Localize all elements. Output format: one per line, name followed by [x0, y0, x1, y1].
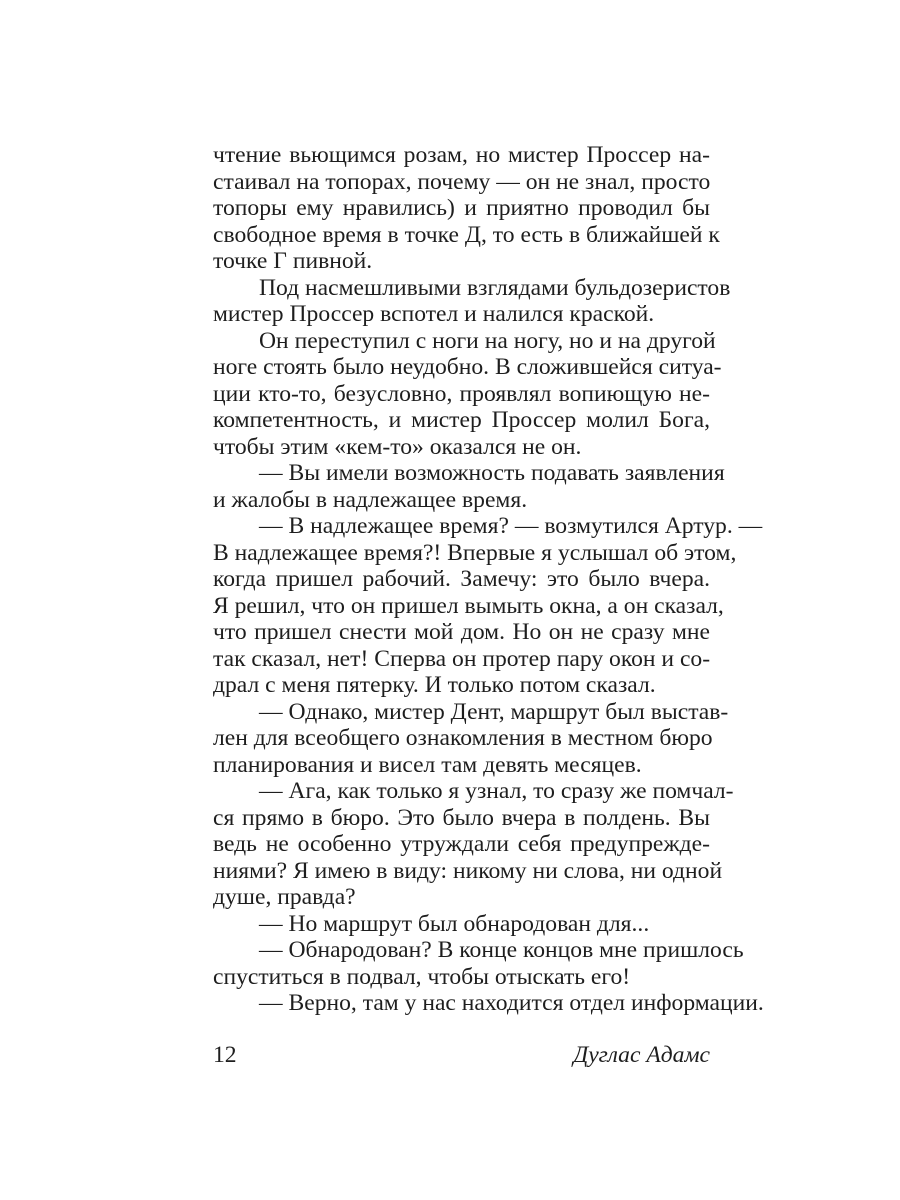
text-line: мистер Проссер вспотел и налился краской. [213, 301, 655, 327]
text-line: — Но маршрут был обнародован для... [259, 910, 650, 937]
text-line: свободное время в точке Д, то есть в ближайшей к [213, 221, 720, 248]
text-line: компетентность, и мистер Проссер молил Бога, [213, 407, 710, 433]
text-line: точке Г пивной. [213, 248, 373, 274]
text-line: Он переступил с ноги на ногу, но и на другой [259, 327, 716, 354]
text-line: — Обнародован? В конце концов мне пришлось [259, 937, 744, 963]
text-line: и жалобы в надлежащее время. [213, 486, 528, 513]
text-line: планирования и висел там девять месяцев. [213, 751, 642, 778]
text-line: ведь не особенно утруждали себя предупрежде- [213, 831, 710, 857]
text-line: чтение вьющимся розам, но мистер Проссер на- [213, 142, 710, 168]
text-line: В надлежащее время?! Впервые я услышал об этом, [213, 539, 737, 566]
text-line: Под насмешливыми взглядами бульдозеристов [259, 274, 731, 301]
text-line: — Вы имели возможность подавать заявления [259, 460, 725, 486]
text-line: топоры ему нравились) и приятно проводил бы [213, 195, 710, 221]
text-line: так сказал, нет! Сперва он протер пару окон и со- [213, 645, 711, 672]
text-line: душе, правда? [213, 884, 356, 910]
text-line: Я решил, что он пришел вымыть окна, а он сказал, [213, 592, 724, 619]
text-line: — В надлежащее время? — возмутился Артур. — [259, 513, 763, 539]
text-line: когда пришел рабочий. Замечу: это было вчера. [213, 566, 710, 592]
page-footer [213, 1040, 710, 1070]
text-line: ся прямо в бюро. Это было вчера в полдень. Вы [213, 804, 710, 831]
text-line: драл с меня пятерку. И только потом сказал. [213, 672, 656, 698]
text-line: ниями? Я имею в виду: никому ни слова, ни одной [213, 857, 723, 884]
text-line: спуститься в подвал, чтобы отыскать его! [213, 963, 631, 990]
page-number: 12 [213, 1042, 237, 1068]
text-line: чтобы этим «кем-то» оказался не он. [213, 433, 582, 460]
text-line: — Однако, мистер Дент, маршрут был выстав- [259, 698, 729, 725]
running-author: Дуглас Адамс [573, 1042, 710, 1068]
text-line: что пришел снести мой дом. Но он не сразу мне [213, 619, 710, 645]
body-text [213, 142, 764, 1017]
text-line: ции кто-то, безусловно, проявлял вопиющую не- [213, 380, 710, 407]
text-line: — Верно, там у нас находится отдел информации. [259, 990, 764, 1016]
text-line: ноге стоять было неудобно. В сложившейся ситуа- [213, 354, 722, 380]
text-line: лен для всеобщего ознакомления в местном бюро [213, 725, 713, 751]
text-line: стаивал на топорах, почему — он не знал, просто [213, 168, 711, 195]
text-line: — Ага, как только я узнал, то сразу же помчал- [259, 778, 734, 804]
